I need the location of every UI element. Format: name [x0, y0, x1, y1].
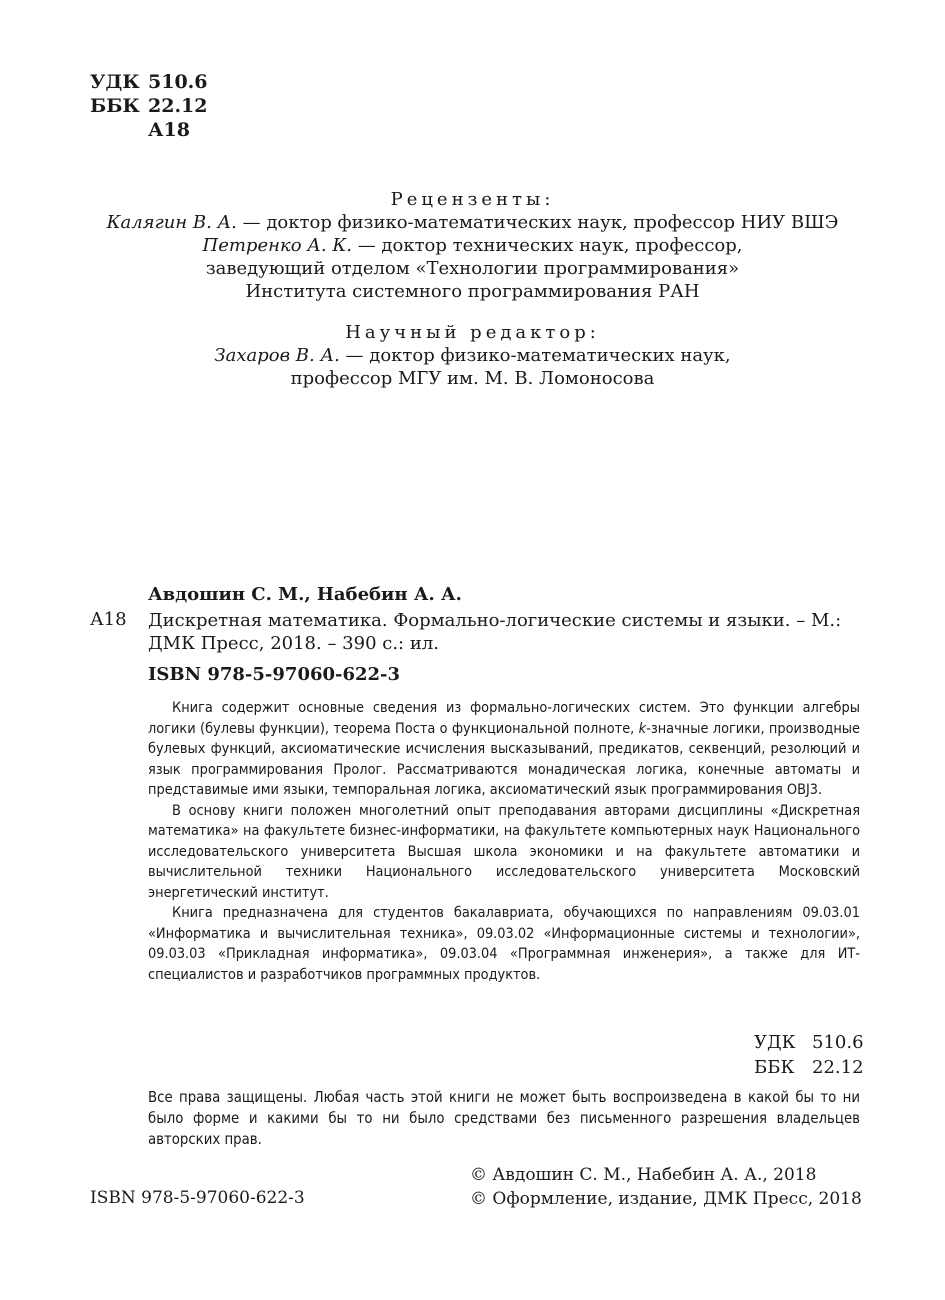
reviewer-2-desc: — доктор технических наук, профессор, — [351, 235, 743, 256]
bbk-value-bottom: 22.12 — [812, 1057, 864, 1078]
copyright-line-2: © Оформление, издание, ДМК Пресс, 2018 — [470, 1189, 862, 1209]
abstract-paragraph-3: Книга предназначена для студентов бакалавриата, обучающихся по направлениям 09.03.01 «Информатика и вычислительная техника», 09.03.02 «Информационные системы и технологии», 09.03.03 «Прикладная информатика», 09.03.04 «Программная инженерия», а также для ИТ-специалистов и разработчиков программных продуктов. — [148, 905, 860, 983]
reviewers-block — [60, 188, 885, 303]
udk-label: УДК — [90, 71, 140, 93]
abstract — [148, 698, 860, 985]
udk-value: 510.6 — [148, 71, 208, 93]
reviewer-1 — [60, 211, 885, 234]
k-symbol: k — [638, 720, 647, 737]
copyright-line-1: © Авдошин С. М., Набебин А. А., 2018 — [470, 1165, 817, 1185]
bbk-label: ББК — [90, 95, 140, 117]
editor-heading: Научный редактор: — [345, 322, 600, 343]
reviewer-2-line-3: Института системного программирования РАН — [245, 281, 700, 302]
book-isbn: ISBN 978-5-97060-622-3 — [148, 664, 401, 685]
reviewer-2-line-2: заведующий отделом «Технологии программирования» — [205, 258, 740, 279]
abstract-paragraph-1: Книга содержит основные сведения из формально-логических систем. Это функции алгебры логики (булевы функции), теорема Поста о функциональной полноте, k-значные логики, производные булевых функций, аксиоматические исчисления высказываний, предикатов, секвенций, резолюций и язык программирования Пролог. Рассматриваются монадическая логика, конечные автоматы и представимые ими языки, темпоральная логика, аксиоматический язык программирования OBJ3. — [148, 700, 860, 798]
book-authors: Авдошин С. М., Набебин А. А. — [148, 584, 462, 605]
classification-top — [90, 70, 208, 142]
bbk-label-bottom: ББК — [754, 1057, 795, 1078]
classification-bottom — [754, 1030, 864, 1080]
editor-line-2: профессор МГУ им. М. В. Ломоносова — [290, 368, 655, 389]
reviewer-2-name: Петренко А. К. — [202, 235, 352, 256]
editor-name: Захаров В. А. — [214, 345, 340, 366]
udk-label-bottom: УДК — [754, 1032, 796, 1053]
reviewers-heading: Рецензенты: — [390, 189, 555, 210]
book-code: А18 — [90, 609, 127, 630]
book-description: Дискретная математика. Формально-логические системы и языки. – М.: ДМК Пресс, 2018. – 390 с.: ил. — [148, 610, 842, 654]
copyright-block — [470, 1163, 862, 1211]
reviewer-1-desc: — доктор физико-математических наук, профессор НИУ ВШЭ — [236, 212, 839, 233]
bbk-value: 22.12 — [148, 95, 208, 117]
editor-block — [60, 321, 885, 390]
footer-isbn: ISBN 978-5-97060-622-3 — [90, 1188, 305, 1208]
reviewer-1-name: Калягин В. А. — [106, 212, 237, 233]
udk-value-bottom: 510.6 — [812, 1032, 864, 1053]
abstract-paragraph-2: В основу книги положен многолетний опыт преподавания авторами дисциплины «Дискретная математика» на факультете бизнес-информатики, на факультете компьютерных наук Национального исследовательского университета Высшая школа экономики и на факультете автоматики и вычислительной техники Национального исследовательского университета Московский энергетический институт. — [148, 802, 860, 901]
editor-line-1 — [60, 344, 885, 367]
reviewer-2 — [60, 234, 885, 257]
editor-desc: — доктор физико-математических наук, — [339, 345, 731, 366]
rights-notice: Все права защищены. Любая часть этой книги не может быть воспроизведена в какой бы то ни было форме и какими бы то ни было средствами без письменного разрешения владельцев авторских прав. — [148, 1089, 860, 1148]
author-mark: А18 — [148, 119, 190, 141]
